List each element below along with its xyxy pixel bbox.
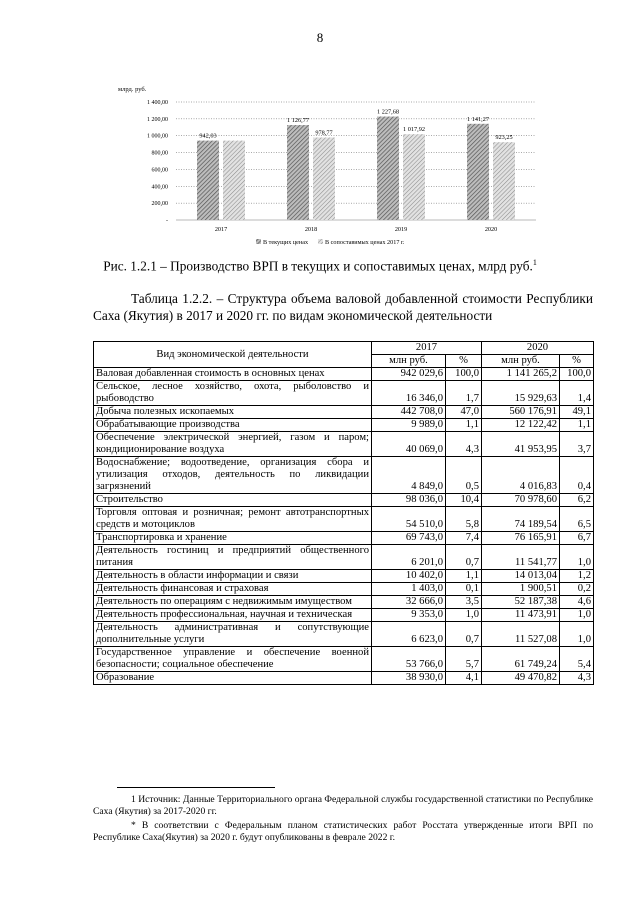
activity-name: Добыча полезных ископаемых [94,406,372,419]
chart-y-unit-label: млрд. руб. [118,86,147,93]
share-2017: 47,0 [446,406,482,419]
activity-name: Обрабатывающие производства [94,419,372,432]
activity-name: Транспортировка и хранение [94,532,372,545]
share-2017: 0,5 [446,457,482,494]
y-tick-label: 600,00 [151,167,168,174]
activity-name: Деятельность в области информации и связи [94,570,372,583]
table-row [94,494,594,507]
data-label: 1 141,27 [466,115,490,123]
activity-name: Деятельность профессиональная, научная и техническая [94,609,372,622]
activity-name: Деятельность финансовая и страховая [94,583,372,596]
bar-current-2020 [467,124,489,220]
bar-comparable-2020 [493,142,515,220]
footnote-note: * В соответствии с Федеральным планом статистических работ Росстата утвержденные итоги ВРП по Республике Саха(Якутия) за 2020 г. будут опубликованы в феврале 2022 г. [93,820,593,843]
activity-name: Сельское, лесное хозяйство, охота, рыболовство и рыбоводство [94,381,372,406]
figure-caption [0,258,640,274]
share-2020: 6,7 [560,532,594,545]
value-2020: 4 016,83 [482,457,560,494]
share-2017: 1,1 [446,419,482,432]
share-2017: 1,7 [446,381,482,406]
share-2020: 0,2 [560,583,594,596]
data-label: 1 126,77 [286,117,310,125]
value-2020: 11 473,91 [482,609,560,622]
share-2020: 1,0 [560,622,594,647]
share-2017: 5,7 [446,647,482,672]
value-2020: 49 470,82 [482,672,560,685]
gva-structure-table [93,341,594,685]
value-2020: 52 187,38 [482,596,560,609]
table-body [94,368,594,685]
table-row [94,419,594,432]
value-2020: 15 929,63 [482,381,560,406]
value-2017: 38 930,0 [372,672,446,685]
share-2017: 1,0 [446,609,482,622]
share-2017: 0,1 [446,583,482,596]
activity-name: Деятельность гостиниц и предприятий общественного питания [94,545,372,570]
share-2020: 49,1 [560,406,594,419]
value-2017: 1 403,0 [372,583,446,596]
table-row [94,432,594,457]
legend-swatch [256,239,261,244]
share-2017: 0,7 [446,622,482,647]
value-2017: 32 666,0 [372,596,446,609]
value-2020: 70 978,60 [482,494,560,507]
bar-comparable-2018 [313,138,335,220]
activity-name: Строительство [94,494,372,507]
x-tick-label: 2018 [304,226,318,233]
bar-current-2018 [287,125,309,220]
share-2017: 10,4 [446,494,482,507]
table-row [94,647,594,672]
data-label: 1 017,92 [402,126,426,134]
share-2020: 1,2 [560,570,594,583]
value-2017: 9 989,0 [372,419,446,432]
footnote-divider [117,787,275,788]
value-2017: 6 201,0 [372,545,446,570]
footnote-ref-1: 1 [532,258,537,267]
table-row [94,381,594,406]
header-year-2017: 2017 [372,342,482,355]
activity-name: Образование [94,672,372,685]
share-2020: 4,3 [560,672,594,685]
bar-current-2019 [377,117,399,220]
share-2020: 1,0 [560,609,594,622]
value-2017: 69 743,0 [372,532,446,545]
share-2017: 7,4 [446,532,482,545]
footnote-source: 1 Источник: Данные Территориального органа Федеральной службы государственной статистики по Республике Саха (Якутия) за 2017-2020 гг. [93,794,593,817]
value-2020: 76 165,91 [482,532,560,545]
bar-current-2017 [197,141,219,220]
header-unit-rub-2020: млн руб. [482,355,560,368]
share-2017: 5,8 [446,507,482,532]
share-2017: 1,1 [446,570,482,583]
share-2020: 1,0 [560,545,594,570]
activity-name: Обеспечение электрической энергией, газом и паром; кондиционирование воздуха [94,432,372,457]
activity-name: Валовая добавленная стоимость в основных ценах [94,368,372,381]
share-2020: 4,6 [560,596,594,609]
share-2017: 3,5 [446,596,482,609]
page-number: 8 [316,30,324,45]
value-2020: 12 122,42 [482,419,560,432]
header-unit-rub-2017: млн руб. [372,355,446,368]
table-row [94,532,594,545]
share-2020: 100,0 [560,368,594,381]
table-row [94,672,594,685]
share-2017: 0,7 [446,545,482,570]
legend-label: В сопоставимых ценах 2017 г. [325,239,405,246]
value-2020: 1 141 265,2 [482,368,560,381]
gdp-production-chart [118,86,548,252]
y-tick-label: 400,00 [151,184,168,191]
value-2020: 11 527,08 [482,622,560,647]
share-2020: 1,4 [560,381,594,406]
x-tick-label: 2020 [484,226,498,233]
header-unit-pct-2017: % [446,355,482,368]
share-2020: 0,4 [560,457,594,494]
activity-name: Государственное управление и обеспечение военной безопасности; социальное обеспечение [94,647,372,672]
y-tick-label: 1 000,00 [147,133,168,140]
value-2017: 9 353,0 [372,609,446,622]
value-2017: 98 036,0 [372,494,446,507]
table-row [94,570,594,583]
share-2020: 3,7 [560,432,594,457]
value-2017: 40 069,0 [372,432,446,457]
activity-name: Водоснабжение; водоотведение, организация сбора и утилизация отходов, деятельность по ликвидации загрязнений [94,457,372,494]
share-2020: 6,5 [560,507,594,532]
table-row [94,545,594,570]
table-row [94,368,594,381]
x-tick-label: 2017 [214,226,228,233]
y-tick-label: - [166,218,168,224]
data-label: 1 227,68 [376,108,400,116]
y-tick-label: 1 200,00 [147,116,168,123]
value-2017: 53 766,0 [372,647,446,672]
data-label: 942,03 [199,132,217,140]
activity-name: Деятельность по операциям с недвижимым имуществом [94,596,372,609]
bar-comparable-2017 [223,141,245,220]
share-2017: 4,1 [446,672,482,685]
share-2020: 1,1 [560,419,594,432]
x-tick-label: 2019 [394,226,408,233]
figure-caption-text: Рис. 1.2.1 – Производство ВРП в текущих и сопоставимых ценах, млрд руб. [103,258,533,274]
activity-name: Торговля оптовая и розничная; ремонт автотранспортных средств и мотоциклов [94,507,372,532]
share-2020: 5,4 [560,647,594,672]
value-2020: 61 749,24 [482,647,560,672]
legend-swatch [318,239,323,244]
y-tick-label: 200,00 [151,201,168,208]
value-2017: 442 708,0 [372,406,446,419]
table-row [94,609,594,622]
bar-comparable-2019 [403,134,425,220]
y-tick-label: 1 400,00 [147,100,168,106]
share-2020: 6,2 [560,494,594,507]
value-2017: 10 402,0 [372,570,446,583]
table-row [94,406,594,419]
value-2020: 74 189,54 [482,507,560,532]
table-row [94,457,594,494]
value-2020: 560 176,91 [482,406,560,419]
value-2020: 1 900,51 [482,583,560,596]
value-2017: 54 510,0 [372,507,446,532]
share-2017: 100,0 [446,368,482,381]
data-label: 978,77 [315,129,333,137]
value-2020: 14 013,04 [482,570,560,583]
table-row [94,596,594,609]
value-2020: 11 541,77 [482,545,560,570]
value-2017: 942 029,6 [372,368,446,381]
table-row [94,583,594,596]
y-tick-label: 800,00 [151,150,168,157]
value-2020: 41 953,95 [482,432,560,457]
table-row [94,507,594,532]
value-2017: 4 849,0 [372,457,446,494]
legend-label: В текущих ценах [263,239,309,246]
value-2017: 16 346,0 [372,381,446,406]
table-row [94,622,594,647]
table-title: Таблица 1.2.2. – Структура объема валовой добавленной стоимости Республики Саха (Якутия) в 2017 и 2020 гг. по видам экономической деятельности [93,291,593,323]
header-unit-pct-2020: % [560,355,594,368]
data-label: 923,25 [495,134,513,142]
activity-name: Деятельность административная и сопутствующие дополнительные услуги [94,622,372,647]
header-year-2020: 2020 [482,342,594,355]
header-activity: Вид экономической деятельности [94,342,372,368]
share-2017: 4,3 [446,432,482,457]
value-2017: 6 623,0 [372,622,446,647]
